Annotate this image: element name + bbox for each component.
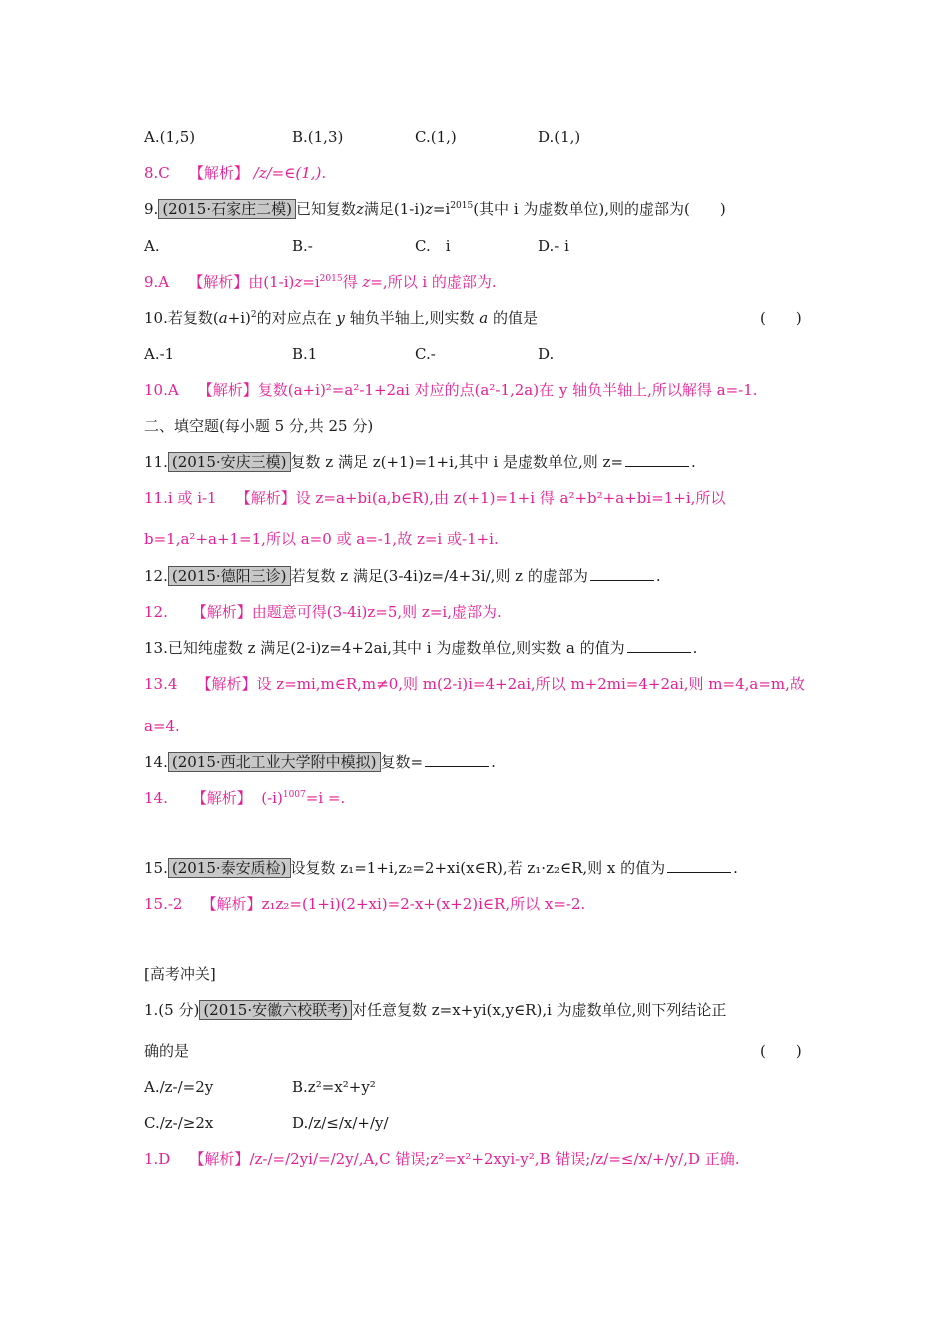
answer-12: 12. 【解析】由题意可得(3-4i)z=5,则 z=i,虚部为.	[144, 603, 502, 621]
section-title-fill-in: 二、填空题(每小题 5 分,共 25 分)	[144, 417, 374, 435]
gaokao-answer-1: 1.D 【解析】/z-/=/2yi/=/2y/,A,C 错误;z²=x²+2xyi-y²,B 错误;/z/=≤/x/+/y/,D 正确.	[144, 1150, 740, 1168]
answer-15: 15.-2 【解析】z₁z₂=(1+i)(2+xi)=2-x+(x+2)i∈R,所以 x=-2.	[144, 895, 586, 913]
gaokao-question-1-cont: 确的是	[144, 1042, 190, 1060]
q10-option-a: A.-1	[144, 345, 175, 363]
answer-blank	[667, 858, 731, 873]
question-9: 9. (2015·石家庄二模) 已知复数z满足$(1-i)z=i^{2015}$(其中 i 为虚数单位),则的虚部为( )	[144, 200, 726, 218]
source-tag: (2015·安徽六校联考)	[199, 1000, 352, 1020]
question-10: 10.若复数$(a+i)^2$的对应点在 y 轴负半轴上,则实数 a 的值是	[144, 309, 538, 327]
q7-option-a: A.(1,5)	[144, 128, 196, 146]
q10-option-b: B.1	[292, 345, 318, 363]
answer-11: 11.i 或 i-1 【解析】设 z=a+bi(a,b∈R),由 z(+1)=1+i 得 a²+b²+a+bi=1+i,所以	[144, 489, 726, 507]
answer-blank	[590, 566, 654, 581]
answer-14: 14. 【解析】 $(-i)^{1007}=i$ =.	[144, 789, 346, 807]
question-15: 15. (2015·泰安质检) 设复数 z₁=1+i,z₂=2+xi(x∈R),若 z₁·z₂∈R,则 x 的值为 .	[144, 859, 738, 877]
q9-option-d: D.- i	[538, 237, 569, 255]
answer-8: 8.C 【解析】 /z/=∈(1,).	[144, 164, 327, 182]
g1-answer-paren: ( )	[760, 1042, 802, 1060]
q9-option-c: C. i	[415, 237, 451, 255]
q10-option-c: C.-	[415, 345, 436, 363]
answer-13-cont: a=4.	[144, 717, 180, 735]
q9-option-b: B.-	[292, 237, 313, 255]
answer-13: 13.4 【解析】设 z=mi,m∈R,m≠0,则 m(2-i)i=4+2ai,所以 m+2mi=4+2ai,则 m=4,a=m,故	[144, 675, 805, 693]
answer-blank	[627, 638, 691, 653]
g1-option-b: B.z²=x²+y²	[292, 1078, 376, 1096]
q7-option-c: C.(1,)	[415, 128, 457, 146]
question-14: 14. (2015·西北工业大学附中模拟) 复数= .	[144, 753, 496, 771]
source-tag: (2015·西北工业大学附中模拟)	[168, 752, 381, 772]
q7-option-d: D.(1,)	[538, 128, 581, 146]
answer-9: 9.A 【解析】由$(1-i)z=i^{2015}$得 z=,所以 i 的虚部为.	[144, 273, 497, 291]
section-title-gaokao: [高考冲关]	[144, 965, 216, 983]
q9-option-a: A.	[144, 237, 160, 255]
q10-answer-paren: ( )	[760, 309, 802, 327]
question-13: 13.已知纯虚数 z 满足(2-i)z=4+2ai,其中 i 为虚数单位,则实数 a 的值为 .	[144, 639, 698, 657]
q7-option-b: B.(1,3)	[292, 128, 344, 146]
g1-option-a: A./z-/=2y	[144, 1078, 214, 1096]
g1-option-c: C./z-/≥2x	[144, 1114, 214, 1132]
answer-blank	[425, 752, 489, 767]
q10-option-d: D.	[538, 345, 555, 363]
answer-10: 10.A 【解析】复数(a+i)²=a²-1+2ai 对应的点(a²-1,2a)在 y 轴负半轴上,所以解得 a=-1.	[144, 381, 758, 399]
source-tag: (2015·石家庄二模)	[158, 199, 296, 219]
g1-option-d: D./z/≤/x/+/y/	[292, 1114, 389, 1132]
question-12: 12. (2015·德阳三诊) 若复数 z 满足(3-4i)z=/4+3i/,则 z 的虚部为 .	[144, 567, 661, 585]
question-11: 11. (2015·安庆三模) 复数 z 满足 z(+1)=1+i,其中 i 是虚数单位,则 z= .	[144, 453, 696, 471]
source-tag: (2015·泰安质检)	[168, 858, 291, 878]
source-tag: (2015·德阳三诊)	[168, 566, 291, 586]
answer-blank	[625, 452, 689, 467]
gaokao-question-1: 1.(5 分) (2015·安徽六校联考) 对任意复数 z=x+yi(x,y∈R),i 为虚数单位,则下列结论正	[144, 1001, 727, 1019]
answer-11-cont: b=1,a²+a+1=1,所以 a=0 或 a=-1,故 z=i 或-1+i.	[144, 530, 499, 548]
source-tag: (2015·安庆三模)	[168, 452, 291, 472]
